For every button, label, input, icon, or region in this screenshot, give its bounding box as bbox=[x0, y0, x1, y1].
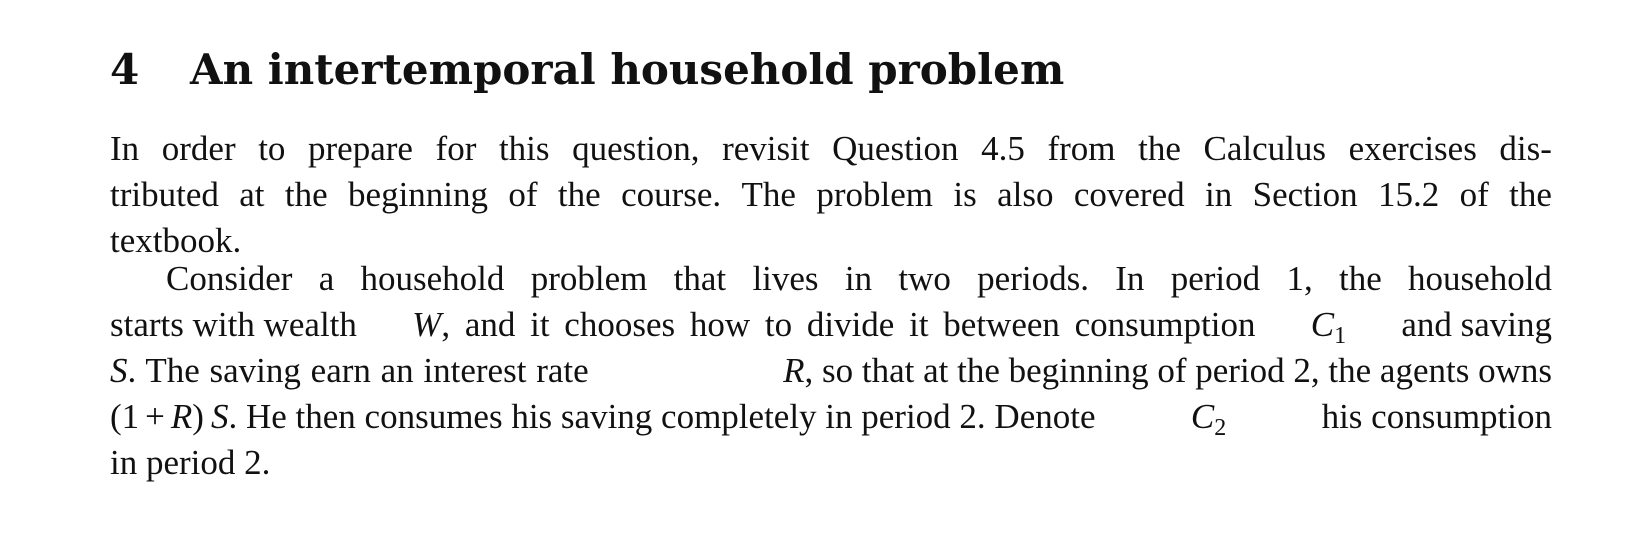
paragraph-1-line-2 bbox=[110, 172, 1552, 218]
word: is bbox=[953, 175, 977, 214]
word: In bbox=[1115, 259, 1145, 298]
paragraph-2 bbox=[110, 256, 1552, 486]
variable-c: C bbox=[1190, 397, 1215, 436]
word: tributed bbox=[110, 175, 219, 214]
word: of bbox=[1459, 175, 1489, 214]
word: the bbox=[284, 175, 328, 214]
word: beginning bbox=[348, 175, 489, 214]
word: dis- bbox=[1499, 129, 1552, 168]
paragraph-2-line-1 bbox=[110, 256, 1552, 302]
subscript: 1 bbox=[1334, 323, 1347, 349]
word: from bbox=[1047, 129, 1116, 168]
word: also bbox=[997, 175, 1054, 214]
text-segment: (1 bbox=[110, 397, 140, 436]
word: revisit bbox=[722, 129, 810, 168]
word: the bbox=[1509, 175, 1552, 214]
word: in bbox=[1205, 175, 1233, 214]
word: two bbox=[898, 259, 951, 298]
word: of bbox=[508, 175, 538, 214]
word: in bbox=[844, 259, 873, 298]
word: household bbox=[1408, 259, 1552, 298]
text-segment: starts with wealth bbox=[110, 305, 357, 344]
word: problem bbox=[530, 259, 648, 298]
word: prepare bbox=[308, 129, 413, 168]
word: periods. bbox=[977, 259, 1089, 298]
word: a bbox=[318, 259, 335, 298]
variable-r: R bbox=[783, 351, 805, 390]
word: course. bbox=[621, 175, 722, 214]
variable-c: C bbox=[1310, 305, 1335, 344]
word: to bbox=[258, 129, 286, 168]
text-segment: his consumption bbox=[1321, 397, 1552, 436]
math-expression bbox=[110, 348, 589, 394]
variable-s: S bbox=[210, 397, 229, 436]
word: Section bbox=[1252, 175, 1358, 214]
subscript: 2 bbox=[1214, 415, 1227, 441]
word: In bbox=[110, 129, 140, 168]
paragraph-2-line-5: in period 2. bbox=[110, 443, 271, 482]
paragraph-2-line-4 bbox=[110, 394, 1552, 440]
word: household bbox=[360, 259, 505, 298]
paragraph-2-line-3 bbox=[110, 348, 1552, 394]
word: Calculus bbox=[1203, 129, 1326, 168]
word: The bbox=[741, 175, 796, 214]
math-expression bbox=[412, 302, 1255, 348]
plus-sign: + bbox=[145, 397, 165, 436]
math-expression bbox=[110, 394, 1096, 440]
math-expression bbox=[783, 348, 1552, 394]
word: 1, bbox=[1286, 259, 1313, 298]
paragraph-1-line-3: textbook. bbox=[110, 221, 242, 260]
word: Question bbox=[832, 129, 959, 168]
word: for bbox=[435, 129, 477, 168]
word: the bbox=[1138, 129, 1181, 168]
word: this bbox=[498, 129, 550, 168]
text-segment: and saving bbox=[1401, 305, 1552, 344]
paragraph-1-line-1 bbox=[110, 126, 1552, 172]
word: the bbox=[1338, 259, 1382, 298]
section-number: 4 bbox=[110, 45, 140, 94]
word: 4.5 bbox=[981, 129, 1025, 168]
word: exercises bbox=[1348, 129, 1477, 168]
text-segment: . The saving earn an interest rate bbox=[127, 351, 589, 390]
text-segment: ) bbox=[192, 397, 204, 436]
text-segment: , so that at the beginning of period 2, the agents owns bbox=[804, 351, 1552, 390]
variable-w: W bbox=[412, 305, 442, 344]
word: question, bbox=[572, 129, 700, 168]
word: that bbox=[673, 259, 727, 298]
word: Consider bbox=[166, 259, 293, 298]
word: lives bbox=[752, 259, 819, 298]
word: the bbox=[557, 175, 601, 214]
word: at bbox=[239, 175, 265, 214]
word: problem bbox=[816, 175, 933, 214]
word: period bbox=[1170, 259, 1261, 298]
text-segment: . He then consumes his saving completely in period 2. Denote bbox=[228, 397, 1096, 436]
math-expression bbox=[1191, 394, 1226, 451]
word: covered bbox=[1073, 175, 1185, 214]
word: 15.2 bbox=[1377, 175, 1440, 214]
variable-s: S bbox=[110, 351, 128, 390]
section-heading bbox=[110, 40, 1064, 100]
section-title: An intertemporal household problem bbox=[190, 45, 1065, 94]
variable-r: R bbox=[170, 397, 193, 436]
paragraph-2-line-2 bbox=[110, 302, 1552, 348]
paragraph-1 bbox=[110, 126, 1552, 264]
word: order bbox=[161, 129, 236, 168]
text-segment: , and it chooses how to divide it between consumption bbox=[441, 305, 1256, 344]
